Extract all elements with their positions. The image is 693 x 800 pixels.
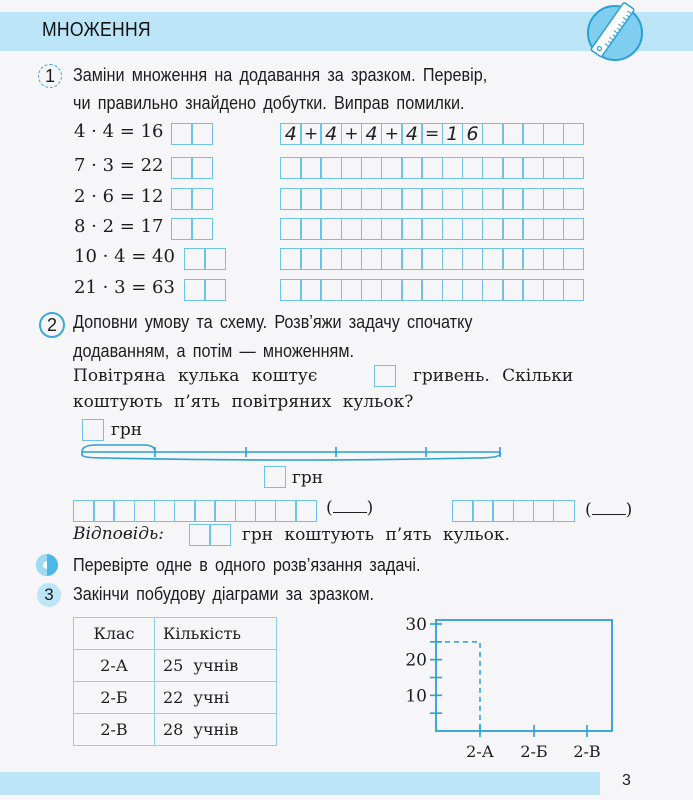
addition-cells[interactable] bbox=[280, 218, 584, 240]
addition-solution-cell[interactable] bbox=[93, 500, 115, 522]
problem-text-part1: Повітряна кулька коштує bbox=[73, 366, 318, 386]
correction-cell[interactable] bbox=[191, 123, 213, 145]
addition-solution-cell[interactable] bbox=[174, 500, 196, 522]
scheme-bottom-unit-label: грн bbox=[292, 468, 324, 488]
addition-cell[interactable]: = bbox=[421, 123, 443, 145]
answer-cell[interactable] bbox=[209, 524, 231, 546]
addition-cell[interactable] bbox=[522, 188, 544, 210]
addition-cell[interactable] bbox=[543, 248, 565, 270]
table-header-row bbox=[74, 618, 277, 650]
addition-cell[interactable] bbox=[442, 188, 464, 210]
addition-cell[interactable] bbox=[381, 279, 403, 301]
addition-cell[interactable] bbox=[361, 279, 383, 301]
addition-solution-cell[interactable] bbox=[73, 500, 95, 522]
correction-cell[interactable] bbox=[184, 279, 206, 301]
pair-work-icon bbox=[35, 553, 59, 577]
addition-cell[interactable] bbox=[502, 279, 524, 301]
addition-cell[interactable] bbox=[522, 279, 544, 301]
addition-cell[interactable]: 4 bbox=[401, 123, 423, 145]
addition-cell[interactable] bbox=[341, 279, 363, 301]
addition-cell[interactable] bbox=[522, 123, 544, 145]
page-number: 3 bbox=[622, 772, 631, 789]
addition-cell[interactable]: 1 bbox=[442, 123, 464, 145]
multiplication-solution-cells[interactable] bbox=[452, 500, 575, 522]
multiplication-expression: 21 · 3 = 63 bbox=[74, 277, 175, 298]
table-cell: 25 учнів bbox=[155, 650, 277, 682]
task2-instruction-line2: додаванням, а потім — множенням. bbox=[73, 341, 354, 361]
addition-solution-cell[interactable] bbox=[134, 500, 156, 522]
addition-solution-cell[interactable] bbox=[194, 500, 216, 522]
page-title: МНОЖЕННЯ bbox=[42, 19, 151, 41]
addition-cells[interactable] bbox=[280, 123, 584, 145]
addition-cell[interactable] bbox=[522, 218, 544, 240]
price-input-cell[interactable] bbox=[374, 365, 396, 387]
addition-cell[interactable] bbox=[320, 218, 342, 240]
x-tick-label: 2-В bbox=[573, 742, 601, 761]
addition-cell[interactable] bbox=[320, 279, 342, 301]
operation-blank[interactable] bbox=[592, 500, 626, 515]
addition-solution-cell[interactable] bbox=[255, 500, 277, 522]
addition-solution-cell[interactable] bbox=[275, 500, 297, 522]
scheme-unit-price-cell[interactable] bbox=[82, 419, 104, 441]
addition-cell[interactable] bbox=[421, 157, 443, 179]
addition-cell[interactable] bbox=[482, 279, 504, 301]
answer-cells[interactable] bbox=[189, 524, 231, 546]
problem-text-line2: коштують п’ять повітряних кульок? bbox=[73, 392, 414, 412]
addition-cell[interactable] bbox=[320, 248, 342, 270]
addition-cell[interactable] bbox=[522, 157, 544, 179]
footer-band bbox=[0, 772, 600, 795]
correction-cell[interactable] bbox=[191, 218, 213, 240]
addition-cell[interactable] bbox=[320, 157, 342, 179]
addition-cell[interactable] bbox=[442, 157, 464, 179]
addition-cell[interactable] bbox=[320, 188, 342, 210]
table-header-cell: Клас bbox=[74, 618, 155, 650]
addition-cell[interactable] bbox=[462, 188, 484, 210]
answer-text: грн коштують п’ять кульок. bbox=[242, 525, 510, 545]
correction-cells[interactable] bbox=[171, 188, 213, 210]
addition-cell[interactable] bbox=[482, 188, 504, 210]
addition-cell[interactable] bbox=[462, 157, 484, 179]
correction-cells[interactable] bbox=[184, 248, 226, 270]
chart-frame bbox=[436, 620, 612, 731]
task-number-3: 3 bbox=[37, 583, 61, 607]
addition-cell[interactable] bbox=[300, 218, 322, 240]
addition-cells[interactable] bbox=[280, 157, 584, 179]
correction-cell[interactable] bbox=[171, 188, 193, 210]
addition-cell[interactable] bbox=[563, 218, 585, 240]
addition-cell[interactable] bbox=[381, 248, 403, 270]
x-tick-label: 2-Б bbox=[520, 742, 548, 761]
addition-cell[interactable] bbox=[502, 248, 524, 270]
task1-instruction-line1: Заміни множення на додавання за зразком. Перевір, bbox=[73, 65, 488, 85]
addition-cell[interactable] bbox=[421, 248, 443, 270]
correction-cell[interactable] bbox=[171, 123, 193, 145]
correction-cell[interactable] bbox=[191, 188, 213, 210]
addition-cell[interactable] bbox=[361, 248, 383, 270]
addition-cell[interactable] bbox=[563, 279, 585, 301]
correction-cell[interactable] bbox=[184, 248, 206, 270]
sample-bar-outline bbox=[436, 642, 480, 731]
multiplication-solution-cell[interactable] bbox=[472, 500, 494, 522]
addition-cell[interactable] bbox=[401, 218, 423, 240]
addition-cell[interactable]: 4 bbox=[361, 123, 383, 145]
scheme-total-cell[interactable] bbox=[264, 466, 286, 488]
addition-cell[interactable] bbox=[442, 248, 464, 270]
table-cell: 28 учнів bbox=[155, 714, 277, 746]
y-tick-label: 10 bbox=[405, 686, 427, 707]
addition-cell[interactable] bbox=[280, 218, 302, 240]
addition-cell[interactable] bbox=[522, 248, 544, 270]
task3-instruction: Закінчи побудову діаграми за зразком. bbox=[73, 584, 375, 604]
addition-cell[interactable] bbox=[502, 123, 524, 145]
answer-cell[interactable] bbox=[189, 524, 211, 546]
addition-cell[interactable]: + bbox=[300, 123, 322, 145]
multiplication-expression: 2 · 6 = 12 bbox=[74, 186, 164, 207]
paren-open: ( bbox=[326, 498, 333, 518]
segment-scheme bbox=[76, 440, 508, 464]
addition-cell[interactable] bbox=[482, 123, 504, 145]
correction-cell[interactable] bbox=[171, 157, 193, 179]
addition-cell[interactable] bbox=[563, 188, 585, 210]
addition-cell[interactable] bbox=[341, 188, 363, 210]
addition-cell[interactable] bbox=[401, 279, 423, 301]
paren-close: ) bbox=[625, 500, 633, 520]
table-row bbox=[74, 682, 277, 714]
multiplication-expression: 4 · 4 = 16 bbox=[74, 121, 164, 142]
answer-label: Відповідь: bbox=[73, 524, 164, 544]
multiplication-expression: 7 · 3 = 22 bbox=[74, 155, 164, 176]
task1-instruction-line2: чи правильно знайдено добутки. Виправ помилки. bbox=[73, 93, 465, 113]
ruler-icon bbox=[578, 0, 648, 66]
addition-cell[interactable] bbox=[421, 218, 443, 240]
addition-cell[interactable]: + bbox=[341, 123, 363, 145]
multiplication-solution-cell[interactable] bbox=[513, 500, 535, 522]
addition-cell[interactable] bbox=[502, 188, 524, 210]
addition-operation-paren[interactable] bbox=[326, 498, 373, 518]
addition-cell[interactable] bbox=[442, 279, 464, 301]
addition-cell[interactable] bbox=[462, 248, 484, 270]
addition-cell[interactable] bbox=[482, 157, 504, 179]
correction-cell[interactable] bbox=[204, 279, 226, 301]
addition-cell[interactable] bbox=[563, 157, 585, 179]
addition-cell[interactable]: 4 bbox=[320, 123, 342, 145]
pair-check-text: Перевірте одне в одного розв’язання задачі. bbox=[73, 555, 421, 575]
addition-cell[interactable] bbox=[543, 279, 565, 301]
task-number-1: 1 bbox=[38, 64, 62, 88]
table-cell: 2-А bbox=[74, 650, 155, 682]
addition-cell[interactable] bbox=[401, 248, 423, 270]
multiplication-solution-cell[interactable] bbox=[492, 500, 514, 522]
table-header-cell: Кількість bbox=[155, 618, 277, 650]
multiplication-solution-cell[interactable] bbox=[553, 500, 575, 522]
addition-cell[interactable] bbox=[280, 248, 302, 270]
table-cell: 22 учні bbox=[155, 682, 277, 714]
addition-solution-cell[interactable] bbox=[235, 500, 257, 522]
addition-cells[interactable] bbox=[280, 188, 584, 210]
addition-cell[interactable] bbox=[280, 279, 302, 301]
addition-cell[interactable] bbox=[401, 157, 423, 179]
multiplication-expression: 10 · 4 = 40 bbox=[74, 246, 175, 267]
addition-solution-cell[interactable] bbox=[295, 500, 317, 522]
table-cell: 2-Б bbox=[74, 682, 155, 714]
addition-cell[interactable] bbox=[543, 157, 565, 179]
addition-cell[interactable] bbox=[341, 218, 363, 240]
addition-cell[interactable]: + bbox=[381, 123, 403, 145]
addition-cell[interactable] bbox=[482, 218, 504, 240]
addition-cells[interactable] bbox=[280, 279, 584, 301]
multiplication-solution-cell[interactable] bbox=[533, 500, 555, 522]
correction-cells[interactable] bbox=[171, 218, 213, 240]
addition-cell[interactable] bbox=[563, 248, 585, 270]
addition-cell[interactable] bbox=[361, 157, 383, 179]
addition-cell[interactable] bbox=[300, 248, 322, 270]
addition-cell[interactable] bbox=[280, 157, 302, 179]
addition-solution-cells[interactable] bbox=[73, 500, 317, 522]
addition-solution-cell[interactable] bbox=[113, 500, 135, 522]
addition-cell[interactable] bbox=[341, 248, 363, 270]
correction-cell[interactable] bbox=[204, 248, 226, 270]
task-number-2: 2 bbox=[39, 312, 65, 338]
addition-cell[interactable] bbox=[421, 279, 443, 301]
correction-cells[interactable] bbox=[184, 279, 226, 301]
addition-cell[interactable] bbox=[543, 188, 565, 210]
addition-cell[interactable] bbox=[442, 218, 464, 240]
y-tick-label: 30 bbox=[405, 615, 427, 635]
addition-cell[interactable] bbox=[502, 157, 524, 179]
addition-cell[interactable] bbox=[381, 157, 403, 179]
paren-open: ( bbox=[585, 500, 592, 520]
addition-cell[interactable] bbox=[381, 188, 403, 210]
multiplication-operation-paren[interactable] bbox=[585, 500, 632, 520]
addition-cell[interactable] bbox=[300, 188, 322, 210]
addition-solution-cell[interactable] bbox=[154, 500, 176, 522]
addition-cell[interactable] bbox=[502, 218, 524, 240]
addition-cell[interactable]: 4 bbox=[280, 123, 302, 145]
addition-cells[interactable] bbox=[280, 248, 584, 270]
addition-cell[interactable] bbox=[401, 188, 423, 210]
correction-cells[interactable] bbox=[171, 157, 213, 179]
addition-cell[interactable] bbox=[341, 157, 363, 179]
addition-cell[interactable]: 6 bbox=[462, 123, 484, 145]
addition-cell[interactable] bbox=[361, 218, 383, 240]
addition-cell[interactable] bbox=[462, 218, 484, 240]
correction-cell[interactable] bbox=[191, 157, 213, 179]
task2-instruction-line1: Доповни умову та схему. Розв’яжи задачу спочатку bbox=[73, 312, 473, 332]
y-tick-label: 20 bbox=[405, 650, 427, 671]
addition-cell[interactable] bbox=[300, 279, 322, 301]
addition-cell[interactable] bbox=[482, 248, 504, 270]
addition-cell[interactable] bbox=[543, 123, 565, 145]
correction-cells[interactable] bbox=[171, 123, 213, 145]
addition-solution-cell[interactable] bbox=[214, 500, 236, 522]
addition-cell[interactable] bbox=[361, 188, 383, 210]
addition-cell[interactable] bbox=[543, 218, 565, 240]
correction-cell[interactable] bbox=[171, 218, 193, 240]
bar-chart[interactable] bbox=[390, 605, 630, 770]
addition-cell[interactable] bbox=[381, 218, 403, 240]
addition-cell[interactable] bbox=[421, 188, 443, 210]
table-row bbox=[74, 650, 277, 682]
x-tick-label: 2-А bbox=[466, 742, 494, 761]
operation-blank[interactable] bbox=[333, 498, 367, 513]
multiplication-expression: 8 · 2 = 17 bbox=[74, 216, 164, 237]
addition-cell[interactable] bbox=[280, 188, 302, 210]
problem-text-part2: гривень. Скільки bbox=[413, 366, 574, 386]
addition-cell[interactable] bbox=[300, 157, 322, 179]
addition-cell[interactable] bbox=[462, 279, 484, 301]
paren-close: ) bbox=[366, 498, 374, 518]
scheme-top-unit-label: грн bbox=[111, 420, 143, 440]
class-count-table bbox=[73, 617, 277, 746]
multiplication-solution-cell[interactable] bbox=[452, 500, 474, 522]
table-cell: 2-В bbox=[74, 714, 155, 746]
addition-cell[interactable] bbox=[563, 123, 585, 145]
table-row bbox=[74, 714, 277, 746]
